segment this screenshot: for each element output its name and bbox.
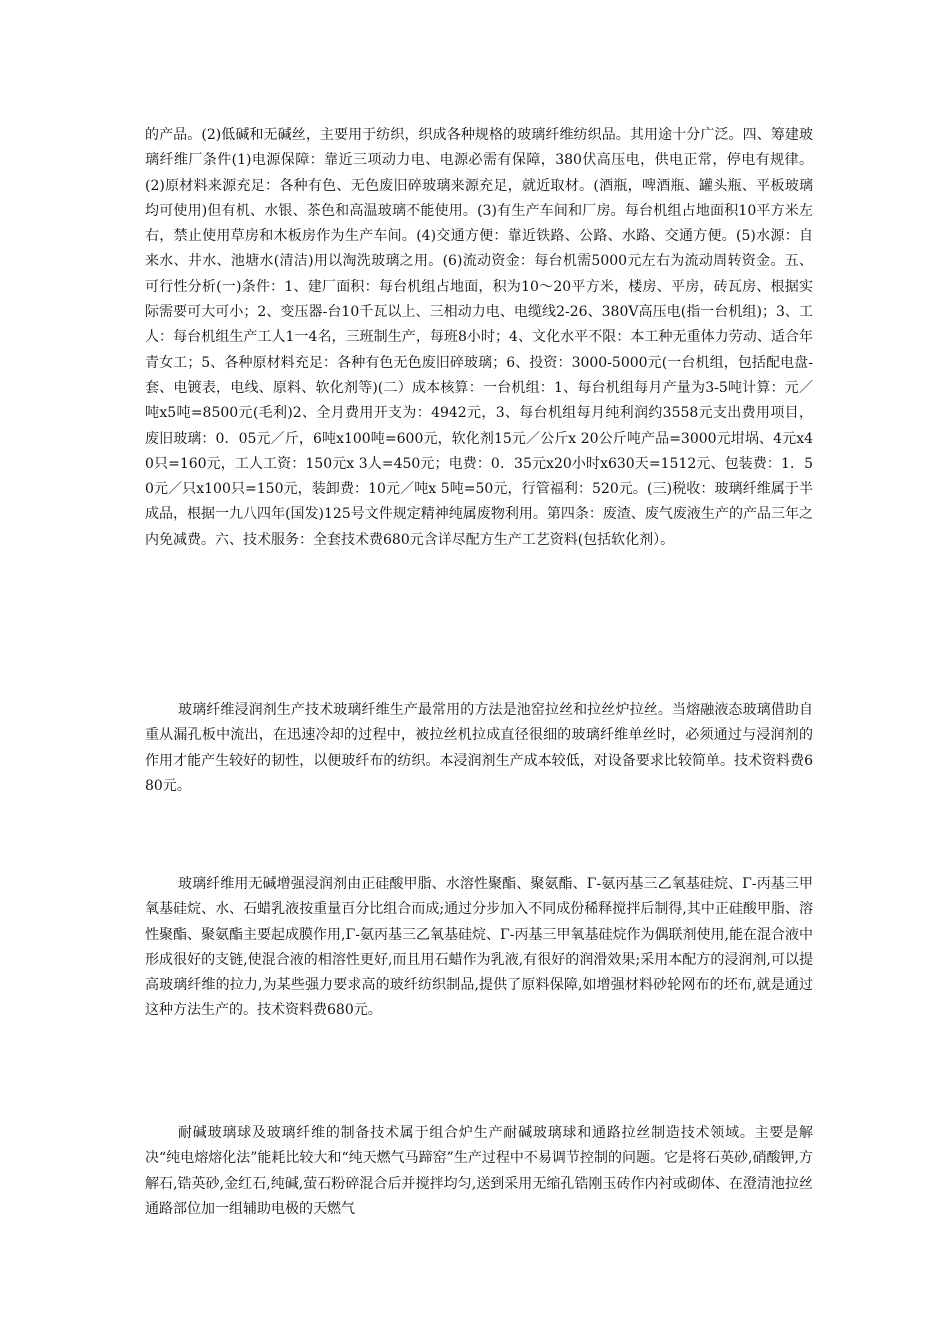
body-paragraph-3: 玻璃纤维用无碱增强浸润剂由正硅酸甲脂、水溶性聚酯、聚氨酯、Γ-氨丙基三乙氧基硅烷、Γ-丙基三甲氧基硅烷、水、石蜡乳液按重量百分比组合而成;通过分步加入不同成份稀释搅拌后制得,其中正硅酸甲脂、溶性聚酯、聚氨酯主要起成膜作用,Γ-氨丙基三乙氧基硅烷、Γ-丙基三甲氧基硅烷作为偶联剂使用,能在混合液中形成很好的支链,使混合液的相溶性更好,而且用石蜡作为乳液,有很好的润滑效果;采用本配方的浸润剂,可以提高玻璃纤维的拉力,为某些强力要求高的玻纤纺织制品,提供了原料保障,如增强材料砂轮网布的坯布,就是通过这种方法生产的。技术资料费680元。: [145, 876, 813, 1019]
body-paragraph-2: 玻璃纤维浸润剂生产技术玻璃纤维生产最常用的方法是池窑拉丝和拉丝炉拉丝。当熔融液态玻璃借助自重从漏孔板中流出，在迅速冷却的过程中，被拉丝机拉成直径很细的玻璃纤维单丝时，必须通过与浸润剂的作用才能产生较好的韧性，以便玻纤布的纺织。本浸润剂生产成本较低，对设备要求比较简单。技术资料费680元。: [145, 702, 813, 794]
body-paragraph-1: 的产品。(2)低碱和无碱丝，主要用于纺织，织成各种规格的玻璃纤维纺织品。其用途十分广泛。四、筹建玻璃纤维厂条件(1)电源保障：靠近三项动力电、电源必需有保障，380伏高压电，供电正常，停电有规律。(2)原材料来源充足：各种有色、无色废旧碎玻璃来源充足，就近取材。(酒瓶，啤酒瓶、罐头瓶、平板玻璃均可使用)但有机、水银、茶色和高温玻璃不能使用。(3)有生产车间和厂房。每台机组占地面积10平方米左右，禁止使用草房和木板房作为生产车间。(4)交通方便：靠近铁路、公路、水路、交通方便。(5)水源：自来水、井水、池塘水(清洁)用以淘洗玻璃之用。(6)流动资金：每台机需5000元左右为流动周转资金。五、可行性分析(一)条件：1、建厂面积：每台机组占地面，积为10～20平方米，楼房、平房，砖瓦房、根据实际需要可大可小；2、变压器-台10千瓦以上、三相动力电、电缆线2-26、380V高压电(指一台机组)；3、工人：每台机组生产工人1一4名，三班制生产，每班8小时；4、文化水平不限：本工种无重体力劳动、适合年青女工；5、各种原材料充足：各种有色无色废旧碎玻璃；6、投资：3000-5000元(一台机组，包括配电盘-套、电镀表，电线、原料、软化剂等)(二）成本核算：一台机组：1、每台机组每月产量为3-5吨计算：元／吨x5吨=8500元(毛利)2、全月费用开支为：4942元，3、每台机组每月纯利润约3558元支出费用项目，废旧玻璃：0．05元／斤，6吨x100吨=600元，软化剂15元／公斤x 20公斤吨产品=3000元坩埚、4元x40只=160元，工人工资：150元x 3人=450元；电费：0．35元x20小时x630天=1512元、包装费：1．50元／只x100只=150元，装卸费：10元／吨x 5吨=50元，行管福利：520元。(三)税收：玻璃纤维属于半成品，根据一九八四年(国发)125号文件规定精神纯属废物利用。第四条：废渣、废气废液生产的产品三年之内免减费。六、技术服务：全套技术费680元含详尽配方生产工艺资料(包括软化剂）。: [145, 127, 813, 548]
body-paragraph-4: 耐碱玻璃球及玻璃纤维的制备技术属于组合炉生产耐碱玻璃球和通路拉丝制造技术领域。主要是解决“纯电熔熔化法”能耗比较大和“纯天燃气马蹄窑”生产过程中不易调节控制的问题。它是将石英砂,硝酸钾,方解石,锆英砂,金红石,纯碱,萤石粉碎混合后并搅拌均匀,送到采用无缩孔锆刚玉砖作内衬或砌体、在澄清池拉丝通路部位加一组辅助电极的天燃气: [145, 1125, 813, 1217]
